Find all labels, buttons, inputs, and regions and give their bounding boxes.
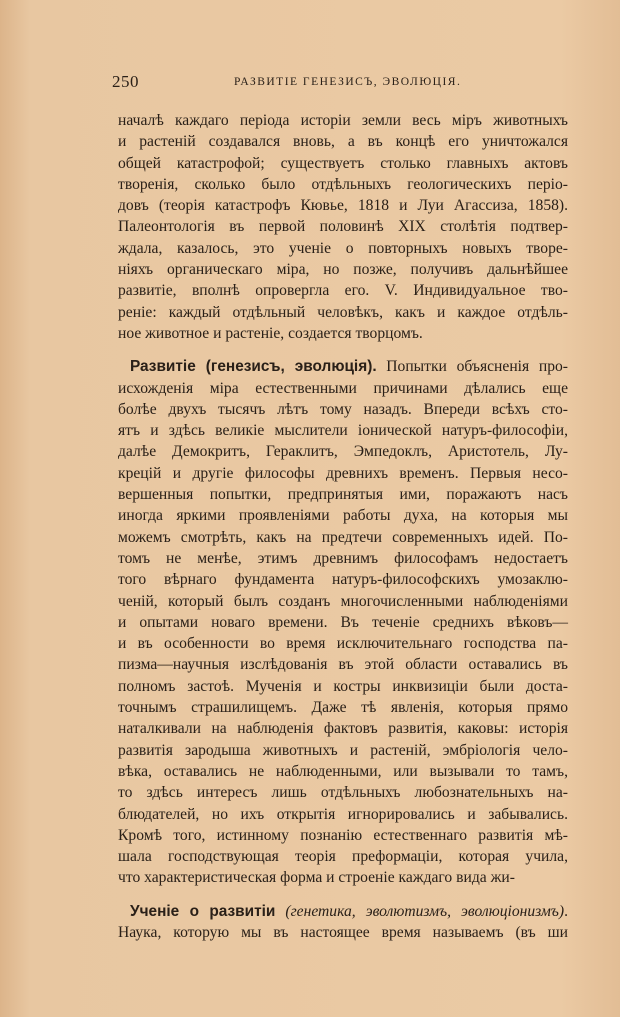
- page-number: 250: [112, 72, 139, 91]
- text-line: началѣ каждаго періода исторіи земли весь міръ животныхъ: [118, 112, 568, 129]
- text-line: вѣка, оставались не наблюденными, или вызывали то тамъ,: [118, 762, 568, 780]
- paragraph-3: [118, 901, 568, 944]
- text-line: ждала, казалось, это ученіе о повторныхъ новыхъ творе-: [118, 239, 568, 257]
- text-line: и опытами новаго времени. Въ теченіе среднихъ вѣковъ—: [118, 613, 568, 631]
- text-line: можемъ смотрѣть, какъ на предтечи современныхъ идей. По-: [118, 528, 568, 546]
- heading-italic-terms: (генетика, эволютизмъ, эволюціонизмъ): [275, 902, 565, 920]
- text-line: полномъ застоѣ. Мученія и костры инквизиціи были доста-: [118, 677, 568, 695]
- text-line: то здѣсь интересъ лишь отдѣльныхъ любознательныхъ на-: [118, 784, 568, 802]
- heading-end: .: [564, 902, 568, 920]
- text-line: и растеній создавался вновь, а въ концѣ его уничтожался: [118, 133, 568, 151]
- section-heading: Развитіе (генезисъ, эволюція).: [130, 358, 377, 376]
- text-line: развитія зародыша животныхъ и растеній, эмбріологія чело-: [118, 741, 568, 759]
- paragraph-2: [118, 356, 568, 888]
- text-line: болѣе двухъ тысячъ лѣтъ тому назадъ. Впереди всѣхъ сто-: [118, 400, 568, 418]
- text-line: исхожденія міра естественными причинами дѣлались еще: [118, 379, 568, 397]
- text-line-with-heading: [118, 901, 568, 922]
- text-line: и въ особенности во время исключительнаго господства па-: [118, 635, 568, 653]
- running-head: РАЗВИТІЕ ГЕНЕЗИСЪ, ЭВОЛЮЦІЯ.: [234, 76, 462, 88]
- text-line: ніяхъ органическаго міра, но позже, получивъ дальнѣйшее: [118, 261, 568, 279]
- heading-line-rest: Попытки объясненія про-: [376, 358, 568, 376]
- text-line: наталкивали на наблюденія фактовъ развитія, каковы: исторія: [118, 720, 568, 738]
- page-header: [112, 72, 568, 96]
- text-line: того вѣрнаго фундамента натуръ-философскихъ умозаклю-: [118, 571, 568, 589]
- text-line: реніе: каждый отдѣльный человѣкъ, какъ и каждое отдѣль-: [118, 303, 568, 321]
- text-line: что характеристическая форма и строеніе каждаго вида жи-: [118, 869, 515, 887]
- text-line: довъ (теорія катастрофъ Кювье, 1818 и Луи Агассиза, 1858).: [118, 197, 568, 215]
- text-line: ятъ и здѣсь великіе мыслители іонической натуръ-философіи,: [118, 422, 568, 440]
- paragraph-1: [118, 110, 568, 344]
- text-line: томъ не менѣе, этимъ древнимъ философамъ недостаетъ: [118, 549, 568, 567]
- text-line: шала господствующая теорія преформаціи, которая учила,: [118, 848, 568, 866]
- text-line: Наука, которую мы въ настоящее время называемъ (въ ши: [118, 923, 568, 941]
- text-line: Палеонтологія въ первой половинѣ XIX столѣтія подтвер-: [118, 218, 568, 236]
- text-line: пизма—научныя изслѣдованія въ этой области оставались въ: [118, 656, 568, 674]
- body-text: [118, 110, 568, 955]
- section-heading: Ученіе о развитіи: [130, 902, 276, 920]
- text-line: ченій, который былъ созданъ многочисленными наблюденіями: [118, 592, 568, 610]
- text-line: иногда яркими проявленіями работы духа, на которыя мы: [118, 507, 568, 525]
- text-line: Кромѣ того, истинному познанію естественнаго развитія мѣ-: [118, 826, 568, 844]
- text-line: развитіе, вполнѣ опровергла его. V. Индивидуальное тво-: [118, 282, 568, 300]
- text-line: крецій и другіе философы древнихъ временъ. Первыя несо-: [118, 464, 568, 482]
- text-line: далѣе Демокритъ, Гераклитъ, Эмпедоклъ, Аристотель, Лу-: [118, 443, 568, 461]
- text-line: ное животное и растеніе, создается творцомъ.: [118, 324, 423, 342]
- text-line: блюдателей, но ихъ открытія игнорировались и забывались.: [118, 805, 568, 823]
- text-line: общей катастрофой; существуетъ столько главныхъ актовъ: [118, 154, 568, 172]
- text-line: творенія, сколько было отдѣльныхъ геологическихъ періо-: [118, 175, 568, 193]
- text-line-with-heading: [118, 356, 568, 377]
- text-line: точнымъ страшилищемъ. Даже тѣ явленія, которыя прямо: [118, 699, 568, 717]
- text-line: вершенныя попытки, предпринятыя ими, поражаютъ насъ: [118, 486, 568, 504]
